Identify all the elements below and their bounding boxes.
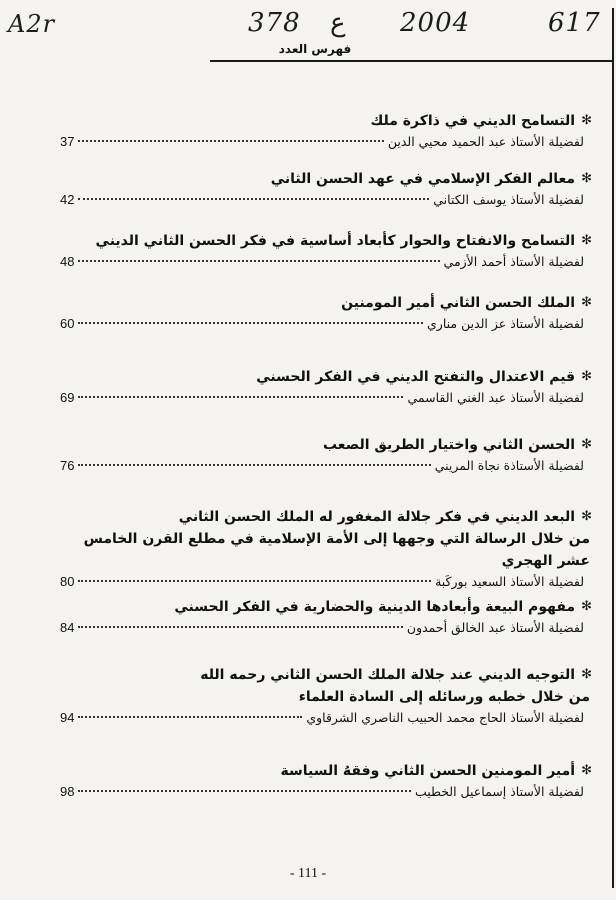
entry-author: لفضيلة الأستاذ السعيد بوركَبة <box>435 574 584 589</box>
entry-page-number: 60 <box>60 316 75 331</box>
toc-entry <box>60 230 592 272</box>
star-icon: ✻ <box>581 233 592 248</box>
toc-entry <box>60 434 592 476</box>
star-icon: ✻ <box>581 599 592 614</box>
entry-title[interactable]: مفهوم البيعة وأبعادها الدينية والحضارية في الفكر الحسني <box>174 599 576 615</box>
star-icon: ✻ <box>581 763 592 778</box>
toc-entry <box>60 506 592 592</box>
entry-title[interactable]: البعد الديني في فكر جلالة المغفور له الملك الحسن الثاني <box>178 509 576 525</box>
entry-page-number: 94 <box>60 710 75 725</box>
star-icon: ✻ <box>581 171 592 186</box>
entry-page-number: 84 <box>60 620 75 635</box>
entry-title[interactable]: معالم الفكر الإسلامي في عهد الحسن الثاني <box>270 171 576 187</box>
handwritten-code: A2r <box>8 10 56 38</box>
dot-leader <box>78 626 402 628</box>
star-icon: ✻ <box>581 113 592 128</box>
entry-author: لفضيلة الأستاذ يوسف الكتاني <box>433 192 584 207</box>
toc-entry <box>60 366 592 408</box>
entry-page-number: 42 <box>60 192 75 207</box>
entry-author: لفضيلة الأستاذ عبد الغني القاسمي <box>407 390 584 405</box>
dot-leader <box>78 322 423 324</box>
page-frame-line <box>612 8 614 888</box>
star-icon: ✻ <box>581 667 592 682</box>
entry-title[interactable]: أمير المومنين الحسن الثاني وفقهُ السياسة <box>280 763 576 779</box>
dot-leader <box>78 140 383 142</box>
handwritten-number-right: 617 <box>548 8 601 38</box>
dot-leader <box>78 580 431 582</box>
toc-entry <box>60 664 592 728</box>
entry-title[interactable]: التسامح الديني في ذاكرة ملك <box>370 113 576 129</box>
entry-page-number: 76 <box>60 458 75 473</box>
entry-page-number: 80 <box>60 574 75 589</box>
dot-leader <box>78 396 403 398</box>
entry-title[interactable]: الحسن الثاني واختيار الطريق الصعب <box>322 437 576 453</box>
entry-title[interactable]: التوجيه الديني عند جلالة الملك الحسن الثاني رحمه الله <box>200 667 576 683</box>
entry-author: لفضيلة الأستاذ عز الدين مناري <box>427 316 584 331</box>
toc-entry <box>60 168 592 210</box>
header-rule <box>210 60 614 62</box>
entry-page-number: 48 <box>60 254 75 269</box>
entry-author: لفضيلة الأستاذ أحمد الأزمي <box>443 254 584 269</box>
dot-leader <box>78 464 430 466</box>
entry-subtitle: من خلال الرسالة التي وجهها إلى الأمة الإسلامية في مطلع القرن الخامس عشر الهجري <box>83 531 590 569</box>
entry-author: لفضيلة الأستاذة نجاة المريني <box>434 458 584 473</box>
entry-subtitle: من خلال خطبه ورسائله إلى السادة العلماء <box>298 689 590 705</box>
entry-title[interactable]: قيم الاعتدال والتفتح الديني في الفكر الحسني <box>256 369 576 385</box>
dot-leader <box>78 790 410 792</box>
entry-page-number: 69 <box>60 390 75 405</box>
toc-entry <box>60 596 592 638</box>
star-icon: ✻ <box>581 437 592 452</box>
entry-page-number: 98 <box>60 784 75 799</box>
toc-entry <box>60 760 592 802</box>
entry-page-number: 37 <box>60 134 75 149</box>
dot-leader <box>78 716 302 718</box>
star-icon: ✻ <box>581 369 592 384</box>
entry-author: لفضيلة الأستاذ إسماعيل الخطيب <box>414 784 584 799</box>
page-number-footer: - 111 - <box>289 866 327 881</box>
handwritten-year: 2004 <box>400 8 471 38</box>
page-title: فهرس العدد <box>278 42 352 56</box>
entry-title[interactable]: التسامح والانفتاح والحوار كأبعاد أساسية في فكر الحسن الثاني الديني <box>95 233 576 249</box>
star-icon: ✻ <box>581 509 592 524</box>
entry-title[interactable]: الملك الحسن الثاني أمير المومنين <box>341 295 576 311</box>
handwritten-letter: ع <box>330 8 346 38</box>
entry-author: لفضيلة الأستاذ عبد الحميد محيي الدين <box>387 134 584 149</box>
entry-author: لفضيلة الأستاذ عبد الخالق أحمدون <box>406 620 584 635</box>
entry-author: لفضيلة الأستاذ الحاج محمد الحبيب الناصري الشرقاوي <box>306 710 584 725</box>
handwritten-number-left: 378 <box>248 8 301 38</box>
toc-entry <box>60 292 592 334</box>
star-icon: ✻ <box>581 295 592 310</box>
dot-leader <box>78 198 429 200</box>
toc-entry <box>60 110 592 152</box>
dot-leader <box>78 260 439 262</box>
